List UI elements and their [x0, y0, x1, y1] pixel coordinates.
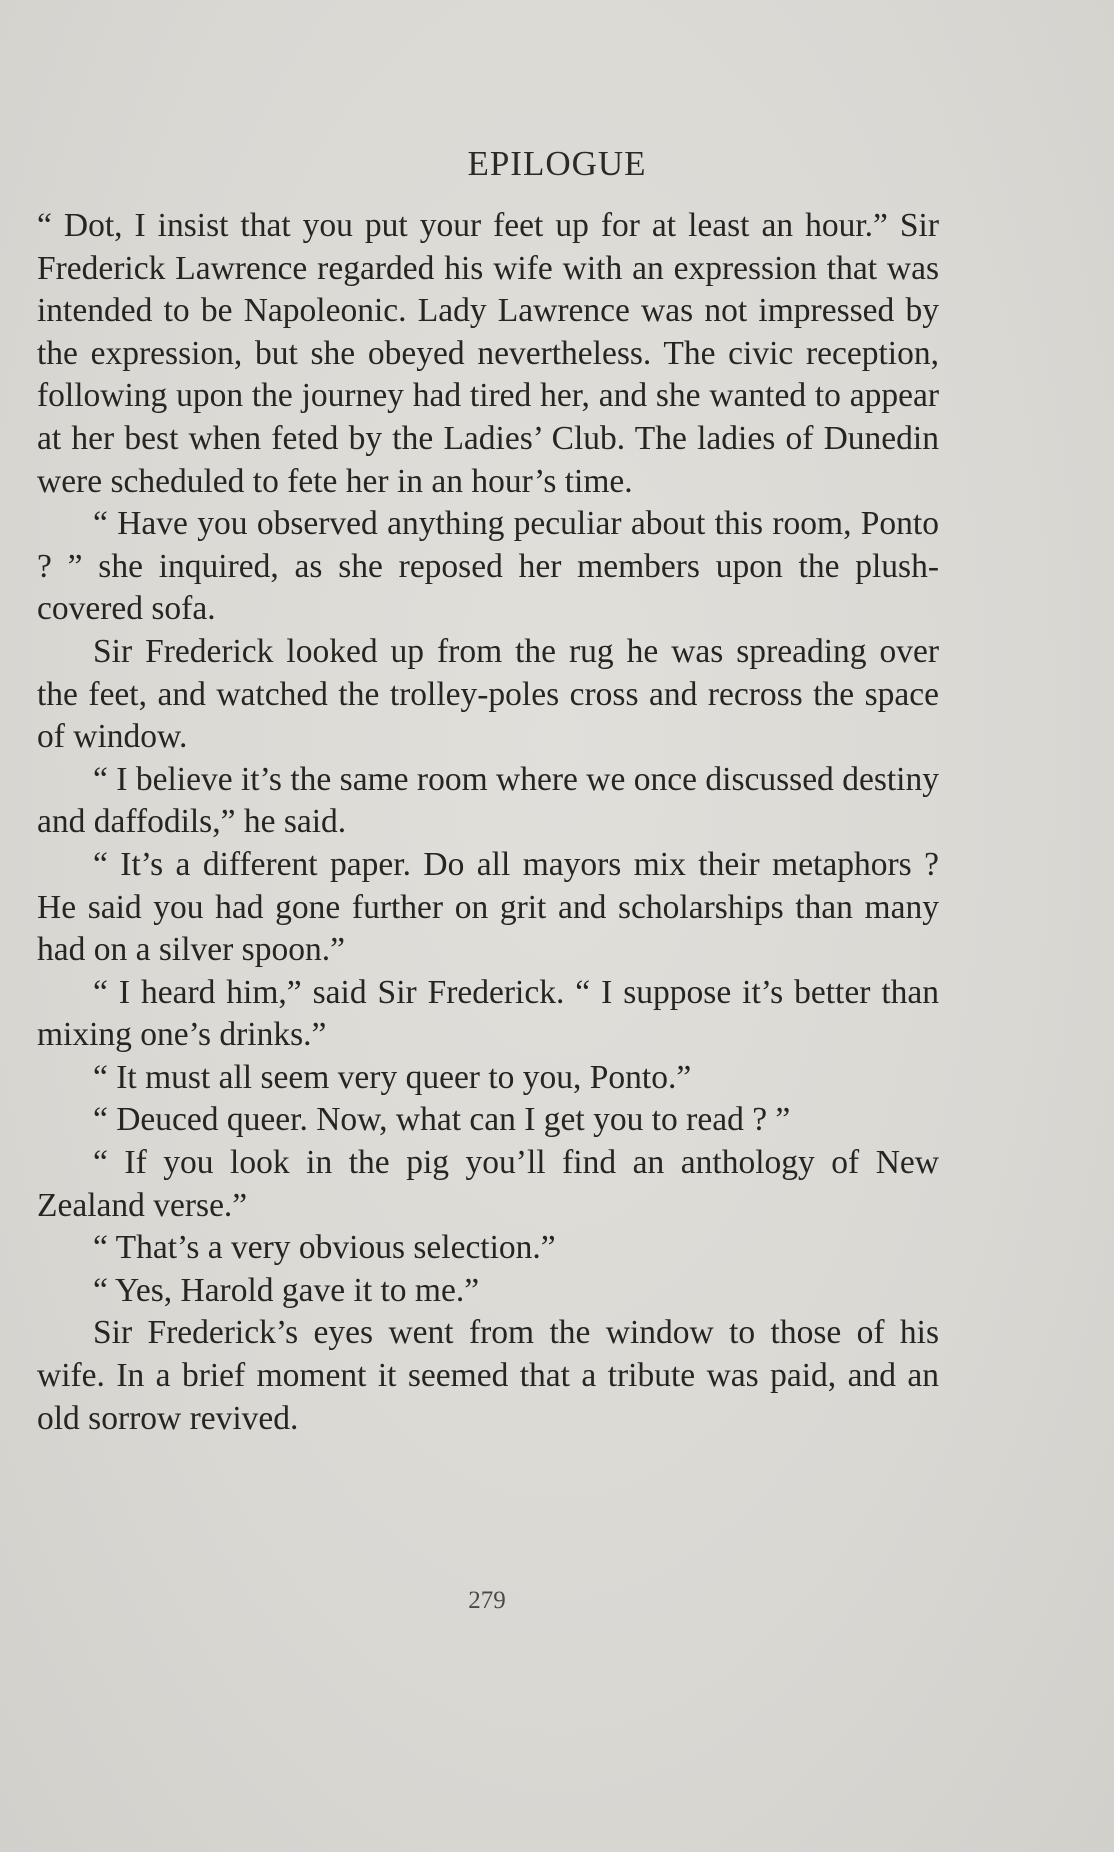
paragraph-6: “ I heard him,” said Sir Frederick. “ I suppose it’s better than mixing one’s drinks.”	[37, 973, 939, 1054]
running-head: EPILOGUE	[467, 144, 647, 183]
paragraph-9: “ If you look in the pig you’ll find an anthology of New Zealand verse.”	[37, 1144, 939, 1224]
paragraph-2: “ Have you observed anything peculiar about this room, Ponto ? ” she inquired, as she reposed her members upon the plush-covered sofa.	[37, 505, 939, 628]
body-text	[37, 205, 939, 1440]
paragraph-7: “ It must all seem very queer to you, Ponto.”	[93, 1058, 692, 1096]
paragraph-4: “ I believe it’s the same room where we once discussed destiny and daffodils,” he said.	[37, 760, 939, 841]
paragraph-5: “ It’s a different paper. Do all mayors mix their metaphors ? He said you had gone further on grit and scholarships than many had on a silver spoon.”	[37, 845, 939, 969]
paragraph-11: “ Yes, Harold gave it to me.”	[93, 1271, 480, 1309]
paragraph-12: Sir Frederick’s eyes went from the window to those of his wife. In a brief moment it seemed that a tribute was paid, and an old sorrow revived.	[37, 1314, 939, 1437]
paragraph-10: “ That’s a very obvious selection.”	[93, 1229, 556, 1267]
paragraph-1: “ Dot, I insist that you put your feet up for at least an hour.” Sir Frederick Lawrence regarded his wife with an expression that was intended to be Napoleonic. Lady Lawrence was not impressed by the expression, but she obeyed nevertheless. The civic reception, following upon the journey had tired her, and she wanted to appear at her best when feted by the Ladies’ Club. The ladies of Dunedin were scheduled to fete her in an hour’s time.	[37, 207, 939, 500]
paragraph-3: Sir Frederick looked up from the rug he was spreading over the feet, and watched the trolley-poles cross and recross the space of window.	[37, 632, 939, 756]
paragraph-8: “ Deuced queer. Now, what can I get you to read ? ”	[93, 1101, 791, 1139]
page-number: 279	[468, 1587, 506, 1614]
